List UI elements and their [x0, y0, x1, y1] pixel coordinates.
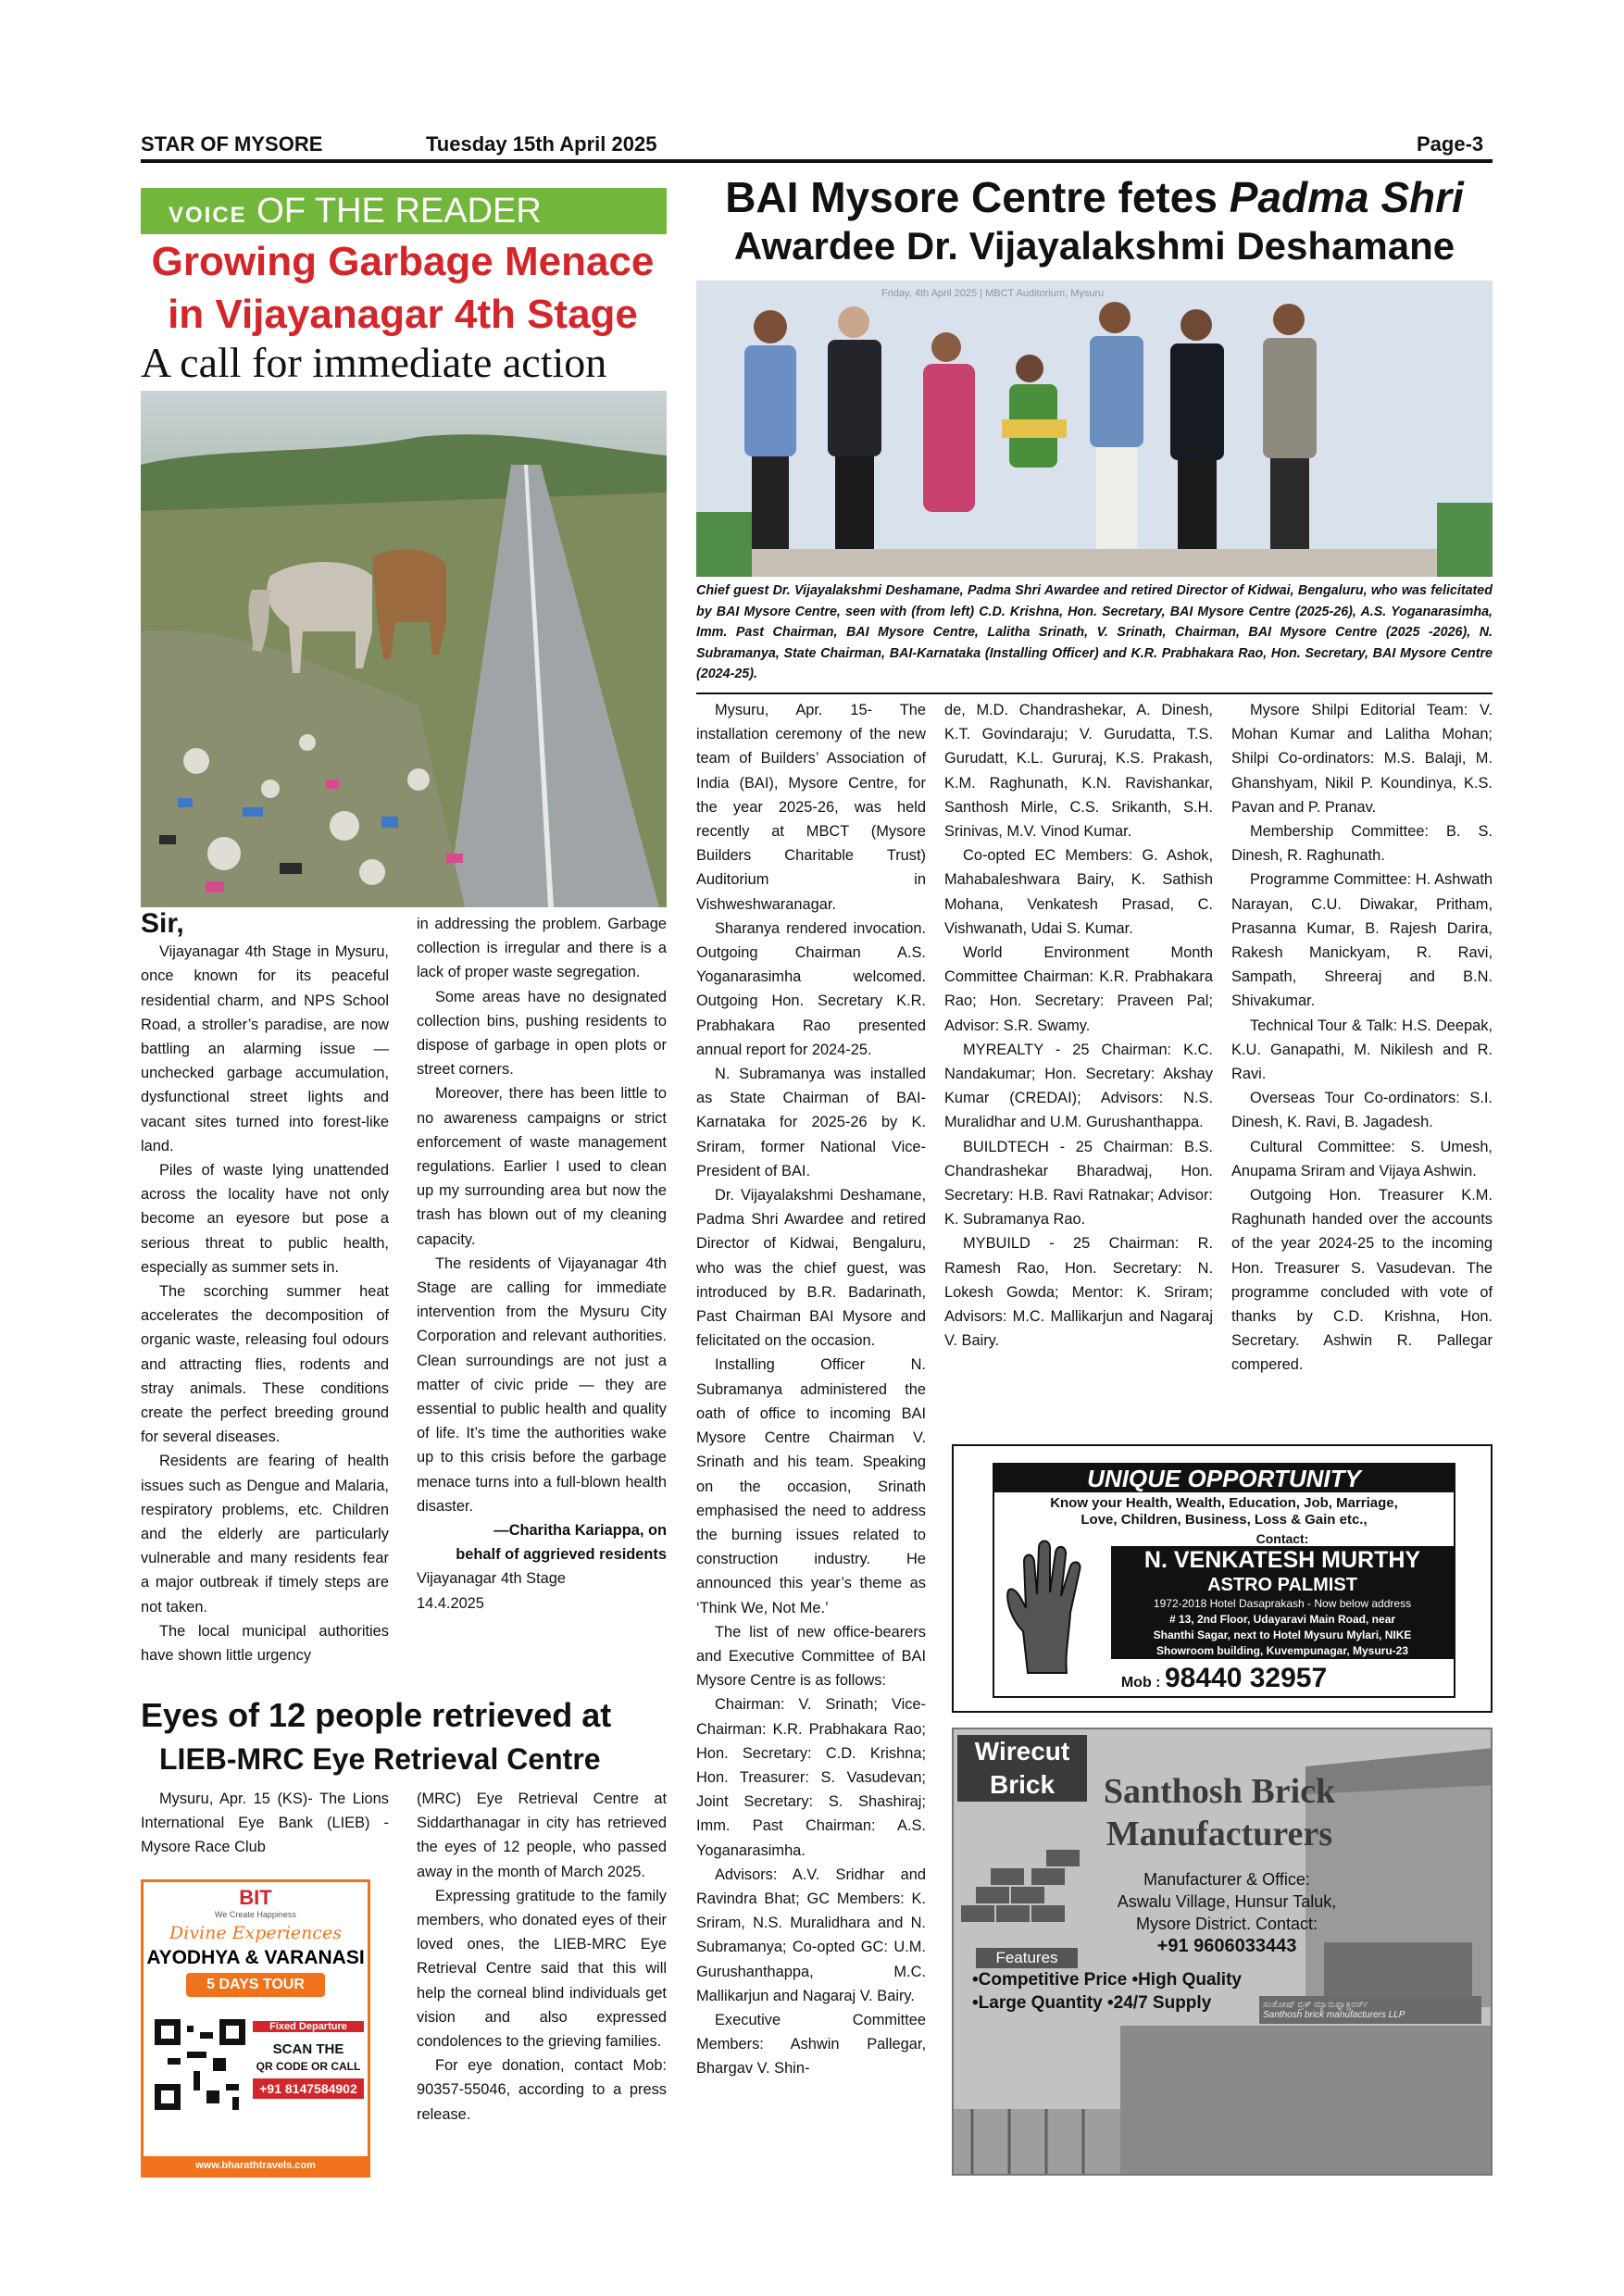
- letter-salutation: Sir,: [141, 908, 184, 939]
- bai-photo-caption: Chief guest Dr. Vijayalakshmi Deshamane, Padma Shri Awardee and retired Director of Kidwai, Bengaluru, who was felicitated by BAI Mysore Centre, seen with (from left) C.D. Krishna, Hon. Secretary, BAI Mysore Centre (2025-26), A.S. Yoganarasimha, Imm. Past Chairman, BAI Mysore Centre, Lalitha Srinath, V. Srinath, Chairman, BAI Mysore Centre (2025 -2026), N. Subramanya, State Chairman, BAI-Karnataka (Installing Officer) and K.R. Prabhakara Rao, Hon. Secretary, BAI Mysore Centre (2024-25).: [696, 583, 1493, 682]
- bai-column-3: Mysore Shilpi Editorial Team: V. Mohan Kumar and Lalitha Mohan; Shilpi Co-ordinators: M.S. Balaji, M. Ghanshyam, Nikil P. Koundinya, K.S. Pavan and P. Pranav. Membership Committee: B. S. Dinesh, R. Raghunath. Programme Committee: H. Ashwath Narayan, C.U. Diwakar, Pritham, Prasanna Kumar, B. Rajesh Darira, Rakesh Manickyam, R. Ravi, Sampath, Shreeraj and B.N. Shivakumar. Technical Tour & Talk: H.S. Deepak, K.U. Ganapathi, M. Nikilesh and R. Ravi. Overseas Tour Co-ordinators: S.I. Dinesh, K. Ravi, B. Jagadesh. Cultural Committee: S. Umesh, Anupama Sriram and Vijaya Ashwin. Outgoing Hon. Treasurer K.M. Raghunath handed over the accounts of the year 2024-25 to the incoming Hon. Treasurer S. Vasudevan. The programme concluded with vote of thanks by C.D. Krishna, Hon. Secretary. Ashwin R. Pallegar compered.: [1231, 702, 1493, 1374]
- travel-phone[interactable]: +91 8147584902: [253, 2078, 364, 2099]
- issue-date: Tuesday 15th April 2025: [426, 132, 657, 156]
- travel-brand: BIT: [239, 1886, 272, 1909]
- letter-column-2: in addressing the problem. Garbage collection is irregular and there is a lack of proper waste segregation. Some areas have no designated collection bins, pushing residents to dispose of garbage in open plots or street corners. Moreover, there has been little to no awareness campaigns or strict enforcement of waste management regulations. Earlier I used to clean up my surrounding area but now the trash has blown out of my cleaning capacity. The residents of Vijayanagar 4th Stage are calling for immediate intervention from the Mysuru City Corporation and relevant authorities. Clean surroundings are not just a matter of civic pride — they are essential to public health and quality of life. It’s time the authorities wake up to this crisis before the garbage menace turns into a full-blown health disaster. —Charitha Kariappa, on behalf of aggrieved residents Vijayanagar 4th Stage 14.4.2025: [417, 912, 667, 1616]
- palmist-name: N. VENKATESH MURTHY: [1111, 1546, 1454, 1574]
- qr-code[interactable]: [155, 2019, 245, 2110]
- letter-sign-name: —Charitha Kariappa, on: [493, 1522, 667, 1540]
- brick-ad[interactable]: Wirecut Brick Santhosh Brick Manufacturers Manufacturer & Office: Aswalu Village, Hunsur Taluk, Mysore District. Contact: +91 9606033443 Features •Competitive Price •High Quality •Large Quantity •24/7 Supply ಸಂತೋಷ್ ಬ್ರಿಕ್ ಮ್ಯಾನುಫ್ಯಾಕ್ಚರರ್ಸ್ Santhosh brick manufacturers LLP: [952, 1728, 1493, 2176]
- bai-photo: Friday, 4th April 2025 | MBCT Auditorium, Mysuru: [696, 281, 1493, 577]
- eyes-title-2: LIEB-MRC Eye Retrieval Centre: [159, 1742, 601, 1776]
- header-rule: [141, 159, 1493, 163]
- travel-web[interactable]: www.bharathtravels.com: [144, 2156, 368, 2175]
- voice-title-2: in Vijayanagar 4th Stage: [168, 292, 638, 337]
- eyes-title-1: Eyes of 12 people retrieved at: [141, 1696, 612, 1734]
- caption-rule: [696, 693, 1493, 694]
- bai-column-2: de, M.D. Chandrashekar, A. Dinesh, K.T. Govindaraju; V. Gurudatta, T.S. Gurudatt, K.L. Gururaj, K.S. Prakash, K.M. Raghunath, K.N. Ravishankar, Santhosh Mirle, C.S. Srikanth, S.H. Srinivas, M.V. Vinod Kumar. Co-opted EC Members: G. Ashok, Mahabaleshwara Bairy, K. Sathish Mohana, Venkatesh Prasad, C. Vishwanath, Udai S. Kumar. World Environment Month Committee Chairman: K.R. Prabhakara Rao; Hon. Secretary: Praveen Pal; Advisor: S.R. Swamy. MYREALTY - 25 Chairman: K.C. Nandakumar; Hon. Secretary: Akshay Kumar (CREDAI); Advisors: N.S. Muralidhar and U.M. Gurushanthappa. BUILDTECH - 25 Chairman: B.S. Chandrashekar Bharadwaj, Hon. Secretary: H.B. Ravi Ratnakar; Advisor: K. Subramanya Rao. MYBUILD - 25 Chairman: R. Ramesh Rao, Hon. Secretary: N. Lokesh Gowda; Mentor: K. Sriram; Advisors: M.C. Mallikarjun and Nagaraj V. Bairy.: [944, 702, 1213, 1350]
- brick-name: Santhosh Brick Manufacturers: [1103, 1772, 1336, 1853]
- paper-name: STAR OF MYSORE: [141, 132, 323, 156]
- eyes-column-2: (MRC) Eye Retrieval Centre at Siddarthanagar in city has retrieved the eyes of 12 people, who passed away in the month of March 2025. Expressing gratitude to the family members, who donated eyes of their loved ones, the LIEB-MRC Eye Retrieval Centre said that this will help the corneal blind individuals get vision and also expressed condolences to the grieving families. For eye donation, contact Mob: 90357-55046, according to a press release.: [417, 1791, 667, 2123]
- palmist-ad[interactable]: UNIQUE OPPORTUNITY Know your Health, Wealth, Education, Job, Marriage, Love, Children, Business, Loss & Gain etc., Contact: N. VENKATESH MURTHY ASTRO PALMIST 1972-2018 Hotel Dasaprakash - Now below address # 13, 2nd Floor, Udayaravi Main Road, near Shanthi Sagar, next to Hotel Mysuru Mylari, NIKE Showroom building, Kuvempunagar, Mysuru-23 Mob : 98440 32957: [952, 1444, 1493, 1713]
- travel-ad[interactable]: BIT We Create Happiness Divine Experiences AYODHYA & VARANASI 5 DAYS TOUR Fixed Departure SCAN THE QR CODE OR CALL +91 8147584902 www.bharathtravels.com: [141, 1879, 370, 2177]
- voice-band: VOICE OF THE READER: [141, 188, 667, 234]
- palm-icon: [1000, 1539, 1102, 1678]
- voice-subtitle: A call for immediate action: [141, 339, 607, 386]
- letter-sign-place: Vijayanagar 4th Stage: [417, 1570, 566, 1588]
- voice-title-1: Growing Garbage Menace: [151, 239, 655, 284]
- brick-phone[interactable]: +91 9606033443: [1156, 1936, 1297, 1956]
- page-number: Page-3: [1417, 132, 1484, 156]
- garbage-photo: [141, 391, 667, 907]
- letter-column-1: Sir, Vijayanagar 4th Stage in Mysuru, once known for its peaceful residential charm, and NPS School Road, a stroller’s paradise, are now battling an alarming issue — unchecked garbage accumulation, dysfunctional street lights and vacant sites turned into forest-like land. Piles of waste lying unattended across the locality have not only become an eyesore but pose a serious threat to public health, especially as summer sets in. The scorching summer heat accelerates the decomposition of organic waste, releasing foul odours and attracting flies, rodents and stray animals. These conditions create the perfect breeding ground for several diseases. Residents are fearing of health issues such as Dengue and Malaria, respiratory problems, etc. Children and the elderly are particularly vulnerable and many residents fear a major outbreak if timely steps are not taken. The local municipal authorities have shown little urgency: [141, 908, 389, 1665]
- palmist-mobile[interactable]: Mob : 98440 32957: [1120, 1663, 1328, 1693]
- palmist-head: UNIQUE OPPORTUNITY: [994, 1465, 1454, 1492]
- eyes-column-1: Mysuru, Apr. 15 (KS)- The Lions International Eye Bank (LIEB) - Mysore Race Club: [141, 1791, 389, 1856]
- letter-sign-date: 14.4.2025: [417, 1594, 484, 1612]
- bai-title-1: BAI Mysore Centre fetes Padma Shri: [725, 173, 1464, 221]
- letter-sign-org: behalf of aggrieved residents: [456, 1546, 667, 1564]
- bai-column-1: Mysuru, Apr. 15- The installation ceremony of the new team of Builders’ Association of India (BAI), Mysore Centre, for the year 2025-26, was held recently at MBCT (Mysore Builders Charitable Trust) Auditorium in Vishweshwaranagar. Sharanya rendered invocation. Outgoing Chairman A.S. Yoganarasimha welcomed. Outgoing Hon. Secretary K.R. Prabhakara Rao presented annual report for 2024-25. N. Subramanya was installed as State Chairman of BAI-Karnataka for 2025-26 by K. Sriram, former National Vice-President of BAI. Dr. Vijayalakshmi Deshamane, Padma Shri Awardee and retired Director of Kidwai, Bengaluru, who was the chief guest, was introduced by B.R. Badarinath, Past Chairman BAI Mysore and felicitated on the occasion. Installing Officer N. Subramanya administered the oath of office to incoming BAI Mysore Centre Chairman V. Srinath and his team. Speaking on the occasion, Srinath emphasised the need to address the burning issues related to construction industry. He announced this year’s theme as ‘Think We, Not Me.’ The list of new office-bearers and Executive Committee of BAI Mysore Centre is as follows: Chairman: V. Srinath; Vice-Chairman: K.R. Prabhakara Rao; Hon. Secretary: C.D. Krishna; Hon. Treasurer: S. Vasudevan; Joint Secretary: S. Shashiraj; Imm. Past Chairman: A.S. Yoganarasimha. Advisors: A.V. Sridhar and Ravindra Bhat; GC Members: K. Sriram, N.S. Muralidhara and N. Subramanya; Co-opted GC: U.M. Gurushanthappa, M.C. Mallikarjun and Nagaraj V. Bairy. Executive Committee Members: Ashwin Pallegar, Bhargav V. Shin-: [696, 702, 926, 2078]
- bai-title-2: Awardee Dr. Vijayalakshmi Deshamane: [733, 224, 1455, 268]
- brick-sign: ಸಂತೋಷ್ ಬ್ರಿಕ್ ಮ್ಯಾನುಫ್ಯಾಕ್ಚರರ್ಸ್ Santhosh brick manufacturers LLP: [1259, 1996, 1481, 2024]
